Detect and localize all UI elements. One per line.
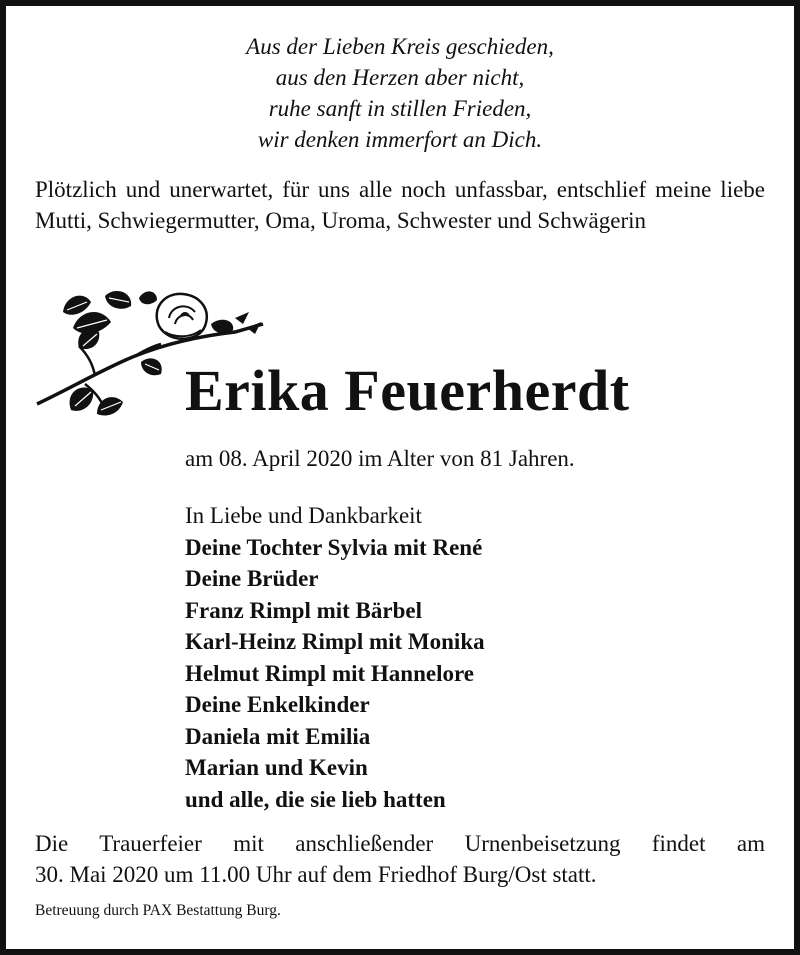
mourner-line: Franz Rimpl mit Bärbel [185, 597, 422, 623]
mourner-line: Deine Tochter Sylvia mit René [185, 534, 483, 560]
funeral-home-credit: Betreuung durch PAX Bestattung Burg. [35, 902, 281, 919]
poem-line: ruhe sanft in stillen Frieden, [268, 96, 532, 121]
intro-text: Plötzlich und unerwartet, für uns alle noch unfassbar, entschlief meine liebe Mutti, Schwiegermutter, Oma, Uroma, Schwester und Schwägerin [35, 177, 765, 233]
mourner-line: Daniela mit Emilia [185, 723, 371, 749]
mourner-line: Deine Brüder [185, 566, 319, 591]
mourner-line: und alle, die sie lieb hatten [185, 786, 446, 812]
mourners-list [185, 500, 485, 815]
mourners-intro: In Liebe und Dankbarkeit [185, 503, 422, 528]
mourner-line: Deine Enkelkinder [185, 692, 370, 717]
deceased-name: Erika Feuerherdt [185, 358, 630, 423]
service-line: 30. Mai 2020 um 11.00 Uhr auf dem Friedhof Burg/Ost statt. [35, 862, 597, 887]
poem-line: wir denken immerfort an Dich. [257, 127, 543, 152]
death-info: am 08. April 2020 im Alter von 81 Jahren. [185, 446, 575, 471]
poem-line: Aus der Lieben Kreis geschieden, [246, 34, 554, 59]
service-info [35, 828, 765, 890]
mourner-line: Karl-Heinz Rimpl mit Monika [185, 629, 485, 654]
memorial-poem [0, 31, 800, 155]
mourner-line: Helmut Rimpl mit Hannelore [185, 660, 474, 686]
service-line: Die Trauerfeier mit anschließender Urnenbeisetzung findet am [35, 831, 765, 856]
mourner-line: Marian und Kevin [185, 755, 368, 780]
poem-line: aus den Herzen aber nicht, [275, 65, 525, 90]
